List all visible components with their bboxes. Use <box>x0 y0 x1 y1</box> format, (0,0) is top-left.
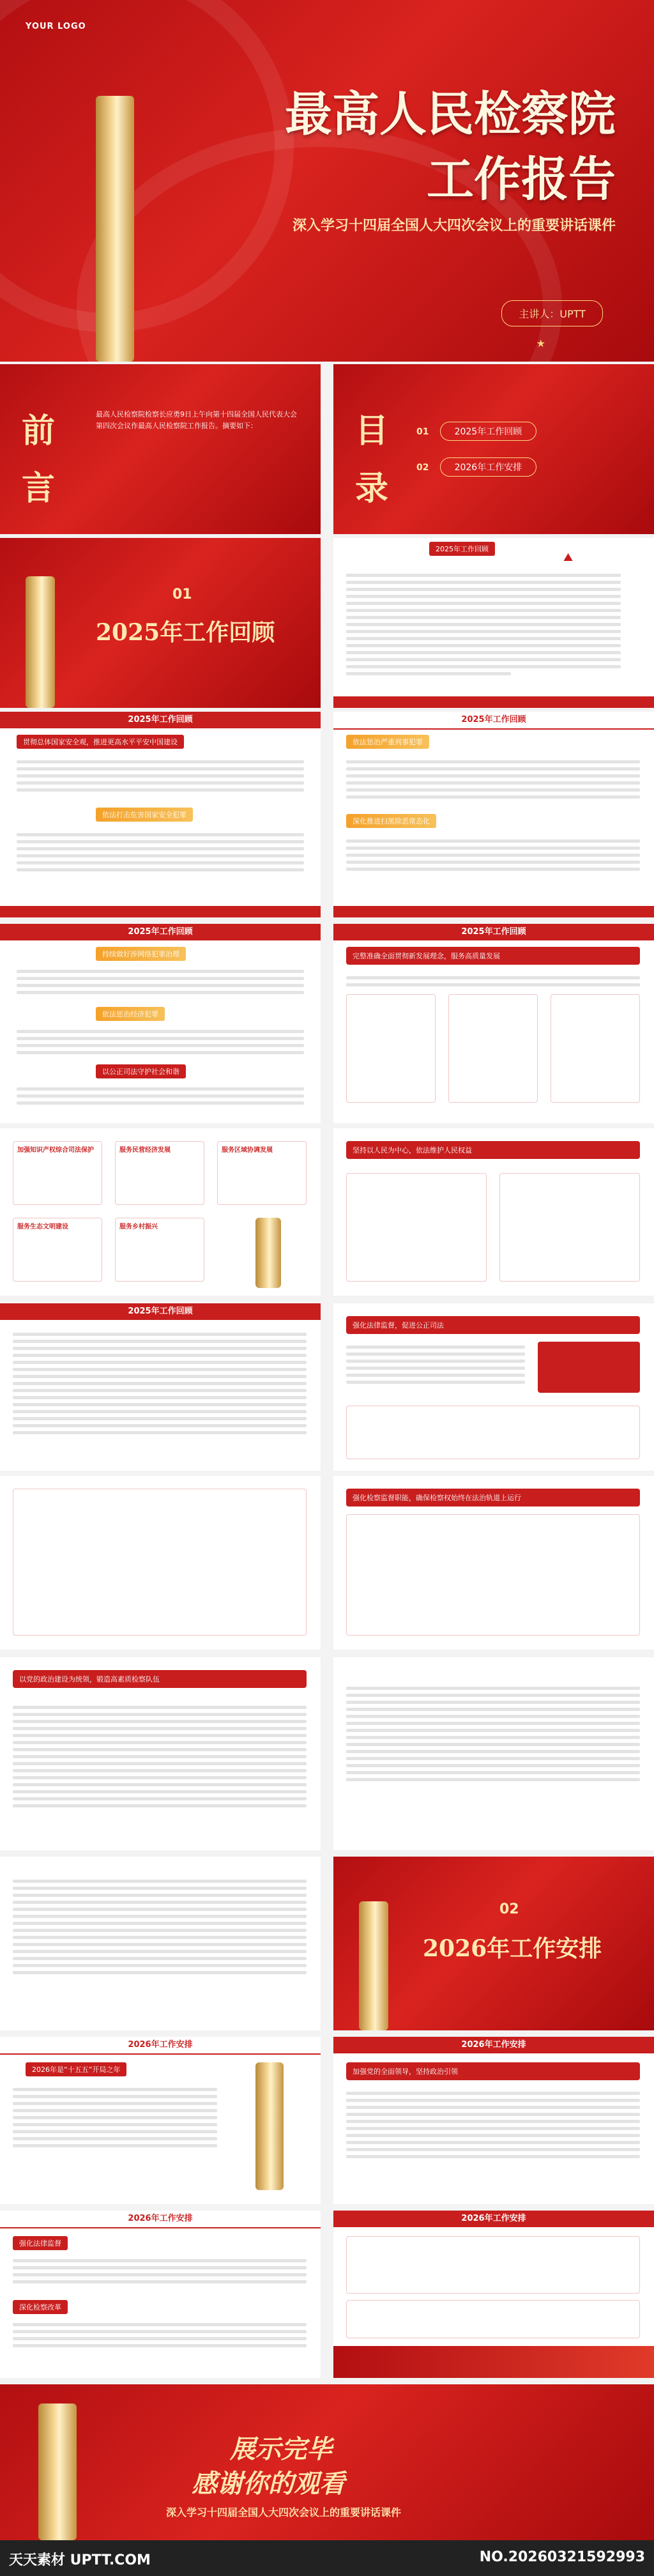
info-card: 加强知识产权综合司法保护 <box>13 1141 102 1205</box>
content-slide <box>0 1128 321 1296</box>
slide-tag: 强化法律监督 <box>13 2236 68 2250</box>
toc-item-num: 02 <box>416 463 429 473</box>
text-block <box>17 1084 304 1108</box>
info-card: 服务区域协调发展 <box>217 1141 307 1205</box>
content-slide <box>0 1657 321 1850</box>
text-block <box>346 570 621 679</box>
preface-text: 最高人民检察院检察长应勇9日上午向第十四届全国人民代表大会第四次会议作最高人民检察院工作报告。摘要如下： <box>96 410 297 430</box>
ending-line2: 感谢你的观看 <box>192 2469 345 2499</box>
slide-strip: 2025年工作回顾 <box>333 712 654 730</box>
toc-item-num: 01 <box>416 427 429 437</box>
toc-title: 目录 <box>355 411 389 508</box>
text-block <box>13 1329 307 1438</box>
photo-placeholder <box>538 1342 640 1393</box>
watermark-bar <box>0 2540 654 2576</box>
text-block <box>17 966 304 998</box>
slide-strip: 2025年工作回顾 <box>0 1303 321 1320</box>
content-slide <box>333 2037 654 2204</box>
huabiao-pillar-image <box>359 1901 388 2030</box>
cover-slide <box>0 0 654 362</box>
section-title: 2025年工作回顾 <box>96 619 275 646</box>
content-slide <box>0 2211 321 2378</box>
huabiao-pillar-image <box>255 1218 281 1288</box>
section-number: 01 <box>172 586 192 602</box>
content-slide <box>333 538 654 708</box>
footer-band <box>333 906 654 917</box>
section-title: 2026年工作安排 <box>423 1935 602 1962</box>
content-slide <box>0 1857 321 2030</box>
slide-heading-band: 以党的政治建设为统领，锻造高素质检察队伍 <box>13 1670 307 1688</box>
preface-title: 前言 <box>22 411 56 508</box>
slide-heading-band: 坚持以人民为中心，依法维护人民权益 <box>346 1141 640 1159</box>
huabiao-pillar-image <box>96 96 134 362</box>
logo-text: YOUR LOGO <box>26 22 86 31</box>
info-card <box>346 2300 640 2338</box>
text-block <box>346 2088 640 2162</box>
ending-slide <box>0 2384 654 2540</box>
huabiao-pillar-image <box>26 576 55 708</box>
text-block <box>17 829 304 875</box>
huabiao-pillar-image <box>38 2404 77 2540</box>
footer-band <box>0 906 321 917</box>
toc-slide <box>333 364 654 534</box>
toc-item-label: 2025年工作回顾 <box>440 422 537 441</box>
text-block <box>13 1876 307 1978</box>
slide-heading-band: 强化检察监督职能，确保检察权始终在法治轨道上运行 <box>346 1489 640 1506</box>
content-slide <box>0 2037 321 2204</box>
text-block <box>346 1683 640 1785</box>
slide-tag: 贯彻总体国家安全观，推进更高水平平安中国建设 <box>17 735 184 749</box>
text-block <box>346 1342 525 1388</box>
slide-tag: 2025年工作回顾 <box>429 542 495 556</box>
preface-slide <box>0 364 321 534</box>
toc-item-1[interactable] <box>416 422 634 441</box>
host-label: 主讲人：UPTT <box>501 300 603 326</box>
huabiao-pillar-image <box>255 2062 284 2190</box>
info-card <box>346 1173 487 1282</box>
content-slide <box>0 924 321 1123</box>
content-slide <box>333 1303 654 1471</box>
content-slide <box>333 1657 654 1850</box>
content-slide <box>0 1303 321 1471</box>
info-card <box>346 1514 640 1636</box>
info-card: 服务乡村振兴 <box>115 1218 204 1282</box>
great-wall-icon: ⛰ <box>563 551 574 564</box>
info-card: 服务生态文明建设 <box>13 1218 102 1282</box>
text-block <box>13 2255 307 2287</box>
text-block <box>13 2319 307 2351</box>
slide-strip: 2025年工作回顾 <box>0 924 321 940</box>
toc-item-2[interactable] <box>416 457 634 477</box>
info-card <box>448 994 538 1103</box>
content-slide <box>333 1128 654 1296</box>
slide-tag: 深化推进扫黑除恶常态化 <box>346 814 436 828</box>
slide-tag: 依法惩治严重刑事犯罪 <box>346 735 429 749</box>
section1-slide <box>0 538 321 708</box>
text-block <box>13 2084 217 2151</box>
content-slide <box>333 924 654 1123</box>
watermark-right: NO.20260321592993 <box>479 2549 645 2565</box>
text-block <box>17 756 304 795</box>
info-card <box>346 1406 640 1459</box>
slide-tag: 持续做好涉网络犯罪治理 <box>96 947 186 961</box>
content-slide <box>0 1476 321 1650</box>
slide-heading-band: 强化法律监督，促进公正司法 <box>346 1316 640 1334</box>
slide-strip: 2026年工作安排 <box>0 2037 321 2055</box>
section2-slide <box>333 1857 654 2030</box>
ending-line1: 展示完毕 <box>230 2434 332 2464</box>
info-card <box>551 994 640 1103</box>
slide-tag: 依法打击危害国家安全犯罪 <box>96 808 193 822</box>
slide-strip: 2025年工作回顾 <box>333 924 654 940</box>
ending-subtitle: 深入学习十四届全国人大四次会议上的重要讲话课件 <box>166 2506 402 2518</box>
info-card: 服务民营经济发展 <box>115 1141 204 1205</box>
toc-item-label: 2026年工作安排 <box>440 457 537 477</box>
info-card <box>346 2236 640 2294</box>
text-block <box>13 1702 307 1811</box>
cover-title-line2: 工作报告 <box>427 152 616 207</box>
slide-tag: 2026年是“十五五”开局之年 <box>26 2062 126 2076</box>
watermark-left: 天天素材 UPTT.COM <box>9 2552 151 2568</box>
content-slide <box>333 1476 654 1650</box>
slide-heading-band: 加强党的全面领导，坚持政治引领 <box>346 2062 640 2080</box>
star-icon: ★ <box>536 337 545 349</box>
slide-strip: 2026年工作安排 <box>333 2037 654 2053</box>
info-card <box>346 994 436 1103</box>
slide-tag: 以公正司法守护社会和谐 <box>96 1064 186 1078</box>
text-block <box>346 756 640 802</box>
slide-strip: 2026年工作安排 <box>333 2211 654 2227</box>
slide-strip: 2026年工作安排 <box>0 2211 321 2228</box>
text-block <box>17 1026 304 1058</box>
content-slide <box>333 712 654 917</box>
content-slide <box>0 712 321 917</box>
footer-decor <box>333 2346 654 2378</box>
cover-subtitle: 深入学习十四届全国人大四次会议上的重要讲话课件 <box>292 218 616 234</box>
toc-list <box>416 422 634 477</box>
slide-heading-band: 完整准确全面贯彻新发展理念，服务高质量发展 <box>346 947 640 965</box>
info-card <box>499 1173 640 1282</box>
slide-strip: 2025年工作回顾 <box>0 712 321 728</box>
text-block <box>346 972 640 990</box>
text-block <box>346 836 640 875</box>
cover-title-line1: 最高人民检察院 <box>285 87 616 142</box>
slide-tag: 深化检察改革 <box>13 2300 68 2314</box>
info-card <box>13 1489 307 1636</box>
section-number: 02 <box>499 1901 519 1917</box>
content-slide <box>333 2211 654 2378</box>
footer-band <box>333 696 654 708</box>
slide-tag: 依法惩治经济犯罪 <box>96 1007 165 1021</box>
